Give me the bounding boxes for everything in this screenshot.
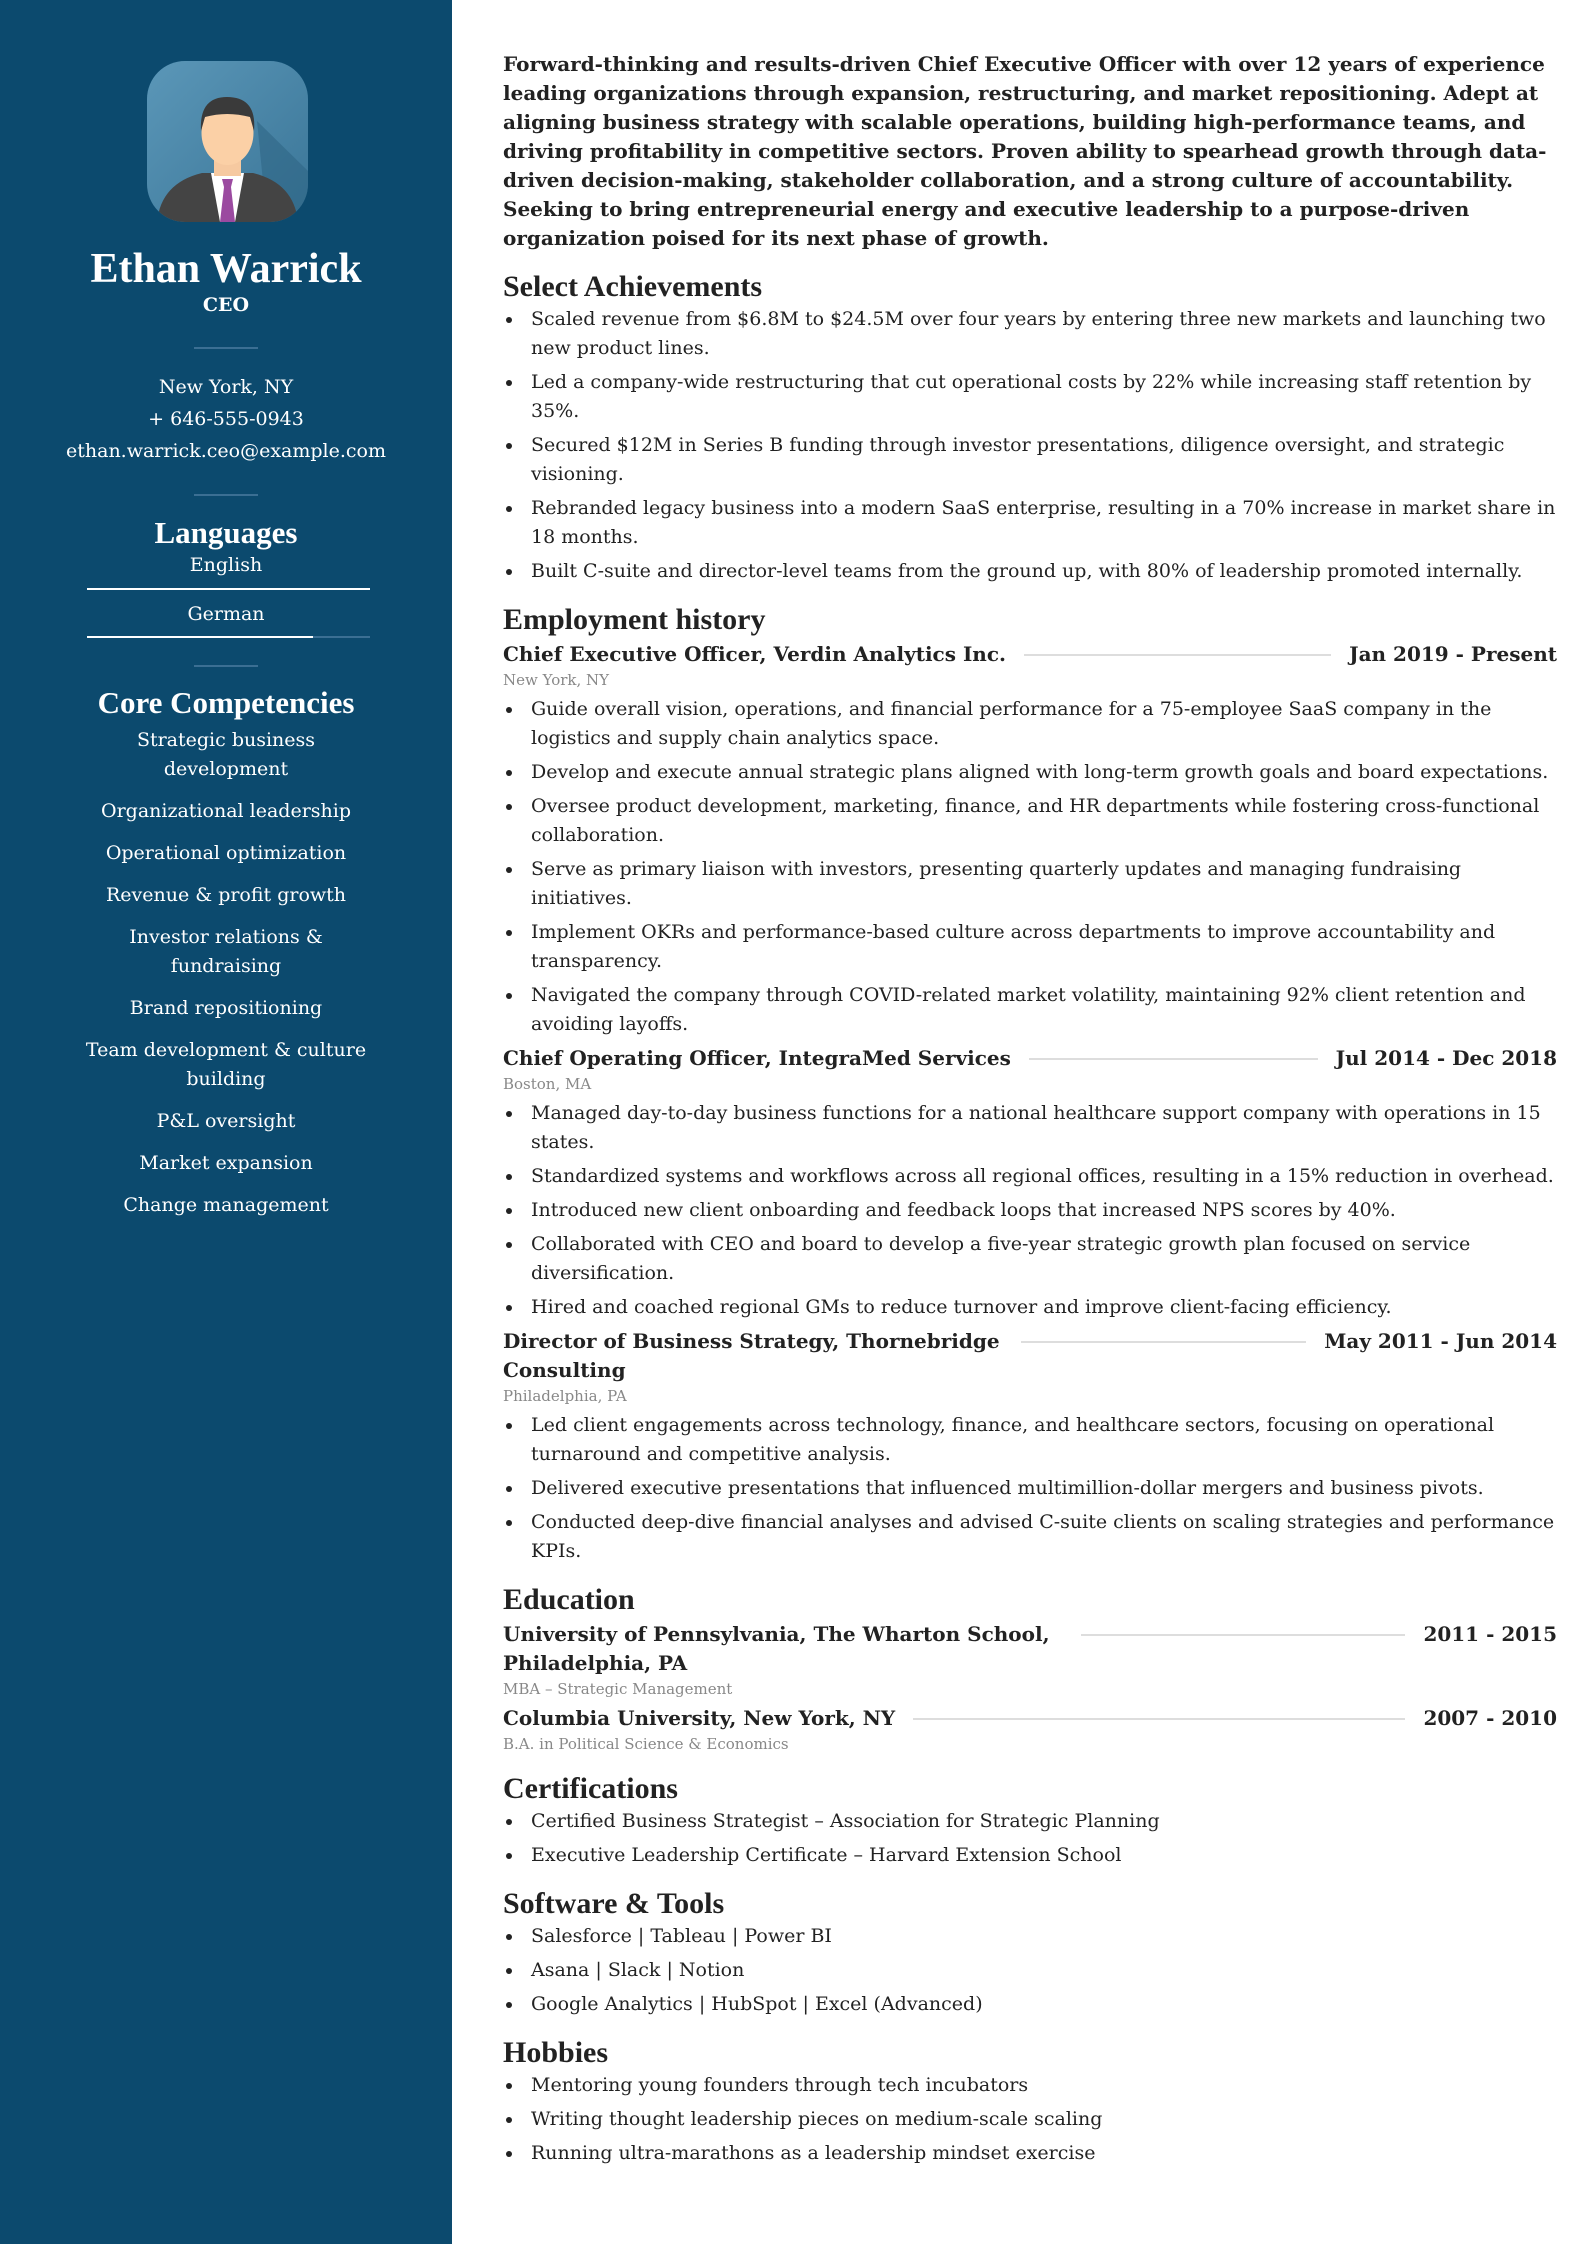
job-dates: May 2011 - Jun 2014 <box>1324 1329 1557 1353</box>
job-dates: Jul 2014 - Dec 2018 <box>1335 1046 1557 1070</box>
competency: Revenue & profit growth <box>105 884 347 906</box>
competency: Organizational leadership <box>101 800 351 822</box>
competency: Change management <box>123 1194 329 1216</box>
list-item: Managed day-to-day business functions for a national healthcare support company with operations in 15 states. <box>503 1099 1557 1157</box>
list-item: Google Analytics | HubSpot | Excel (Advanced) <box>503 1990 1557 2019</box>
employment-heading: Employment history <box>503 603 766 636</box>
job-title: Chief Executive Officer, Verdin Analytics Inc. <box>503 642 1006 666</box>
list-item: Asana | Slack | Notion <box>503 1956 1557 1985</box>
divider <box>1024 654 1331 656</box>
list-item: Built C-suite and director-level teams from the ground up, with 80% of leadership promoted internally. <box>503 557 1557 586</box>
achievements-heading: Select Achievements <box>503 270 763 303</box>
list-item: Guide overall vision, operations, and financial performance for a 75-employee SaaS company in the logistics and supply chain analytics space. <box>503 695 1557 753</box>
list-item: Standardized systems and workflows across all regional offices, resulting in a 15% reduction in overhead. <box>503 1162 1557 1191</box>
list-item: Scaled revenue from $6.8M to $24.5M over four years by entering three new markets and launching two new product lines. <box>503 305 1557 363</box>
job-location: New York, NY <box>503 671 610 689</box>
list-item: Certified Business Strategist – Association for Strategic Planning <box>503 1807 1557 1836</box>
education-dates: 2011 - 2015 <box>1423 1622 1557 1646</box>
list-item: Executive Leadership Certificate – Harvard Extension School <box>503 1841 1557 1870</box>
language-level-bar <box>87 588 370 590</box>
list-item: Develop and execute annual strategic plans aligned with long-term growth goals and board expectations. <box>503 758 1557 787</box>
job-dates: Jan 2019 - Present <box>1349 642 1557 666</box>
sidebar <box>0 0 452 2244</box>
summary: Forward-thinking and results-driven Chief Executive Officer with over 12 years of experience leading organizations through expansion, restructuring, and market repositioning. Adept at aligning business strategy with scalable operations, building high-performance teams, and driving profitability in competitive sectors. Proven ability to spearhead growth through data-driven decision-making, stakeholder collaboration, and a strong culture of accountability. Seeking to bring entrepreneurial energy and executive leadership to a purpose-driven organization poised for its next phase of growth. <box>503 52 1547 250</box>
school: Columbia University, New York, NY <box>503 1706 896 1730</box>
language-level-bar <box>87 636 370 638</box>
candidate-title: CEO <box>202 294 250 316</box>
candidate-name: Ethan Warrick <box>90 246 362 292</box>
divider <box>194 347 258 349</box>
competencies-list <box>80 726 372 1233</box>
list-item: Conducted deep-dive financial analyses and advised C-suite clients on scaling strategies and performance KPIs. <box>503 1508 1557 1566</box>
competency: Team development & culture building <box>85 1039 367 1090</box>
competency: Brand repositioning <box>129 997 323 1019</box>
education-entry <box>503 1620 1557 1700</box>
list-item: Rebranded legacy business into a modern SaaS enterprise, resulting in a 70% increase in market share in 18 months. <box>503 494 1557 552</box>
list-item: Secured $12M in Series B funding through investor presentations, diligence oversight, and strategic visioning. <box>503 431 1557 489</box>
email[interactable]: ethan.warrick.ceo@example.com <box>66 440 386 462</box>
job-location: Boston, MA <box>503 1075 592 1093</box>
list-item: Oversee product development, marketing, finance, and HR departments while fostering cross-functional collaboration. <box>503 792 1557 850</box>
education-dates: 2007 - 2010 <box>1423 1706 1557 1730</box>
language-german: German <box>187 603 265 625</box>
divider <box>913 1718 1405 1720</box>
job-entry <box>503 1044 1557 1322</box>
list-item: Collaborated with CEO and board to develop a five-year strategic growth plan focused on service diversification. <box>503 1230 1557 1288</box>
list-item: Salesforce | Tableau | Power BI <box>503 1922 1557 1951</box>
list-item: Delivered executive presentations that influenced multimillion-dollar mergers and business pivots. <box>503 1474 1557 1503</box>
divider <box>194 665 258 667</box>
location: New York, NY <box>158 376 294 398</box>
job-entry <box>503 640 1557 1039</box>
competency: P&L oversight <box>156 1110 296 1132</box>
divider <box>1021 1341 1306 1343</box>
tools-heading: Software & Tools <box>503 1887 725 1920</box>
school: University of Pennsylvania, The Wharton School, Philadelphia, PA <box>503 1622 1050 1675</box>
competency: Strategic business development <box>136 729 316 780</box>
language-english: English <box>189 554 263 576</box>
divider <box>1081 1634 1405 1636</box>
list-item: Mentoring young founders through tech incubators <box>503 2071 1557 2100</box>
hobbies-heading: Hobbies <box>503 2036 609 2069</box>
list-item: Introduced new client onboarding and feedback loops that increased NPS scores by 40%. <box>503 1196 1557 1225</box>
list-item: Serve as primary liaison with investors, presenting quarterly updates and managing fundraising initiatives. <box>503 855 1557 913</box>
list-item: Navigated the company through COVID-related market volatility, maintaining 92% client retention and avoiding layoffs. <box>503 981 1557 1039</box>
job-entry <box>503 1327 1557 1566</box>
languages-heading: Languages <box>154 515 298 550</box>
competency: Investor relations & fundraising <box>129 926 323 977</box>
list-item: Writing thought leadership pieces on medium-scale scaling <box>503 2105 1557 2134</box>
competency: Operational optimization <box>105 842 347 864</box>
certifications-heading: Certifications <box>503 1772 678 1805</box>
achievements-list <box>503 305 1557 586</box>
list-item: Led client engagements across technology, finance, and healthcare sectors, focusing on operational turnaround and competitive analysis. <box>503 1411 1557 1469</box>
avatar <box>147 61 308 222</box>
list-item: Running ultra-marathons as a leadership mindset exercise <box>503 2139 1557 2168</box>
job-location: Philadelphia, PA <box>503 1387 627 1405</box>
competency: Market expansion <box>139 1152 313 1174</box>
divider <box>1029 1058 1318 1060</box>
list-item: Implement OKRs and performance-based culture across departments to improve accountability and transparency. <box>503 918 1557 976</box>
degree: MBA – Strategic Management <box>503 1680 733 1698</box>
divider <box>194 494 258 496</box>
list-item: Led a company-wide restructuring that cut operational costs by 22% while increasing staff retention by 35%. <box>503 368 1557 426</box>
main-content <box>503 50 1557 2173</box>
degree: B.A. in Political Science & Economics <box>503 1735 789 1753</box>
education-entry <box>503 1704 1557 1755</box>
phone: + 646-555-0943 <box>148 408 304 430</box>
education-heading: Education <box>503 1583 635 1616</box>
job-title: Chief Operating Officer, IntegraMed Services <box>503 1046 1011 1070</box>
competencies-heading: Core Competencies <box>97 685 355 720</box>
list-item: Hired and coached regional GMs to reduce turnover and improve client-facing efficiency. <box>503 1293 1557 1322</box>
job-title: Director of Business Strategy, Thornebridge Consulting <box>503 1329 1000 1382</box>
